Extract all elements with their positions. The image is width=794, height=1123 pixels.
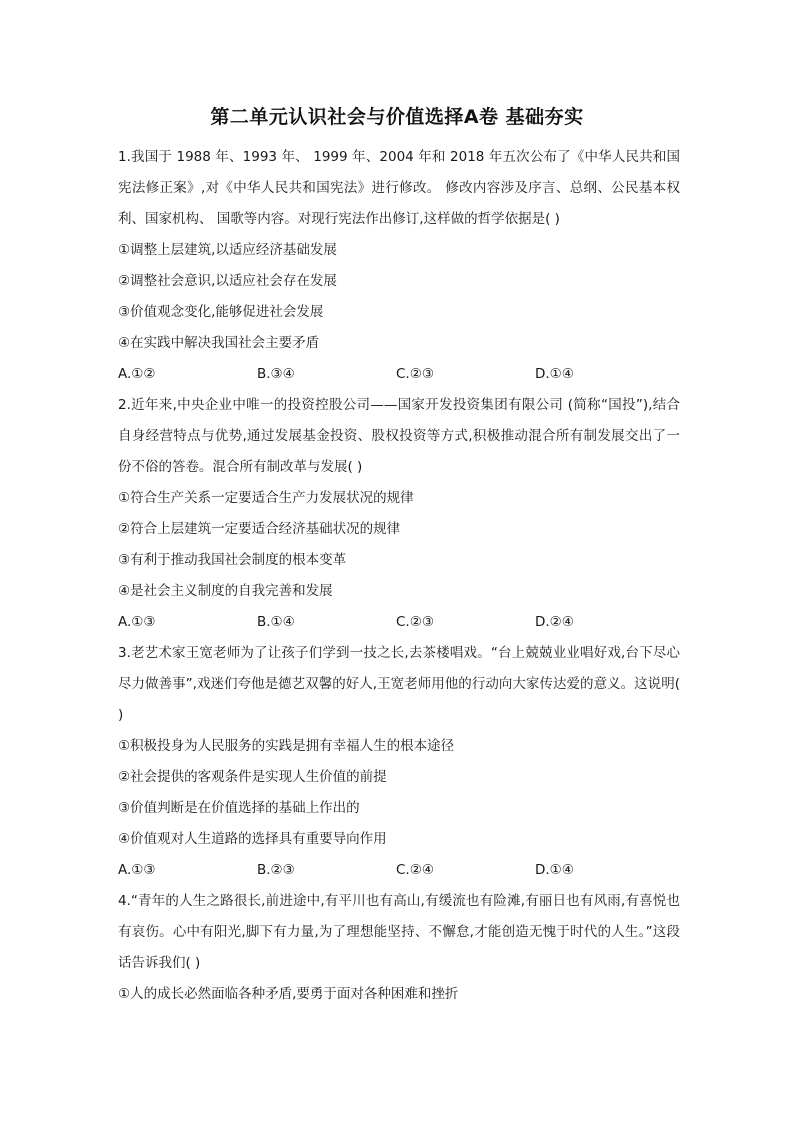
answer-a: A.①③ (118, 614, 156, 630)
option-1: ①调整上层建筑,以适应经济基础发展 (118, 242, 337, 258)
question-stem: 1.我国于 1988 年、1993 年、 1999 年、2004 年和 2018 年五次公布了《中华人民共和国宪法修正案》,对《中华人民共和国宪法》进行修改。 修改内容涉及序言、总纲、公民基本权利、国家机构、 国歌等内容。对现行宪法作出修订,这样做的哲学依据是( ) (118, 149, 680, 227)
document-title: 第二单元认识社会与价值选择A卷 基础夯实 (210, 106, 584, 128)
question-2 (118, 390, 680, 638)
question-4 (118, 886, 680, 1010)
answer-d: D.①④ (535, 862, 574, 878)
option-4: ④价值观对人生道路的选择具有重要导向作用 (118, 831, 387, 847)
answer-b: B.①④ (257, 614, 295, 630)
question-3 (118, 638, 680, 886)
answer-b: B.②③ (257, 862, 295, 878)
answer-c: C.②④ (396, 862, 434, 878)
option-2: ②符合上层建筑一定要适合经济基础状况的规律 (118, 521, 401, 537)
option-3: ③价值观念变化,能够促进社会发展 (118, 304, 324, 320)
answer-choices (118, 359, 680, 390)
answer-a: A.①③ (118, 862, 156, 878)
answer-c: C.②③ (396, 366, 434, 382)
option-3: ③有利于推动我国社会制度的根本变革 (118, 552, 347, 568)
option-1: ①人的成长必然面临各种矛盾,要勇于面对各种困难和挫折 (118, 986, 459, 1002)
answer-d: D.②④ (535, 614, 574, 630)
option-3: ③价值判断是在价值选择的基础上作出的 (118, 800, 360, 816)
option-1: ①符合生产关系一定要适合生产力发展状况的规律 (118, 490, 414, 506)
question-1 (118, 142, 680, 390)
answer-d: D.①④ (535, 366, 574, 382)
option-4: ④在实践中解决我国社会主要矛盾 (118, 335, 320, 351)
question-stem: 4.“青年的人生之路很长,前进途中,有平川也有高山,有缓流也有险滩,有丽日也有风雨,有喜悦也有哀伤。心中有阳光,脚下有力量,为了理想能坚持、不懈怠,才能创造无愧于时代的人生。”这段话告诉我们( ) (118, 893, 680, 971)
answer-b: B.③④ (257, 366, 295, 382)
question-stem: 2.近年来,中央企业中唯一的投资控股公司——国家开发投资集团有限公司 (简称“国投”),结合自身经营特点与优势,通过发展基金投资、股权投资等方式,积极推动混合所有制发展交出了一份不俗的答卷。混合所有制改革与发展( ) (118, 397, 680, 475)
option-1: ①积极投身为人民服务的实践是拥有幸福人生的根本途径 (118, 738, 455, 754)
answer-choices (118, 607, 680, 638)
option-4: ④是社会主义制度的自我完善和发展 (118, 583, 333, 599)
question-stem: 3.老艺术家王宽老师为了让孩子们学到一技之长,去茶楼唱戏。“台上兢兢业业唱好戏,台下尽心尽力做善事”,戏迷们夸他是德艺双馨的好人,王宽老师用他的行动向大家传达爱的意义。这说明( ) (118, 645, 680, 723)
answer-c: C.②③ (396, 614, 434, 630)
option-2: ②调整社会意识,以适应社会存在发展 (118, 273, 337, 289)
answer-choices (118, 855, 680, 886)
option-2: ②社会提供的客观条件是实现人生价值的前提 (118, 769, 387, 785)
question-list (118, 142, 680, 1010)
answer-a: A.①② (118, 366, 156, 382)
